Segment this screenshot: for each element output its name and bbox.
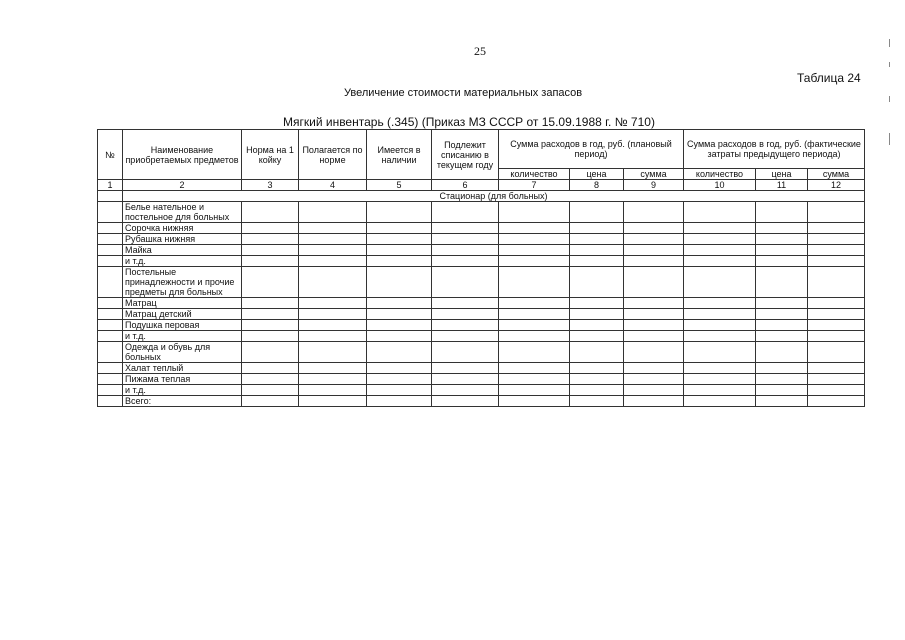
table-cell <box>299 363 367 374</box>
table-cell <box>808 331 865 342</box>
table-cell <box>756 320 808 331</box>
table-cell <box>624 342 684 363</box>
table-cell <box>570 202 624 223</box>
header-writeoff: Подлежит списанию в текущем году <box>432 130 499 180</box>
table-row <box>98 309 865 320</box>
table-cell <box>756 342 808 363</box>
table-cell <box>242 245 299 256</box>
table-cell <box>299 202 367 223</box>
column-number: 7 <box>499 180 570 191</box>
table-cell <box>756 396 808 407</box>
inventory-table <box>97 129 865 407</box>
table-cell <box>756 309 808 320</box>
table-cell <box>808 385 865 396</box>
table-cell <box>98 223 123 234</box>
table-cell <box>299 234 367 245</box>
table-cell <box>684 385 756 396</box>
table-cell <box>98 267 123 298</box>
table-cell <box>624 256 684 267</box>
column-number-row <box>98 180 865 191</box>
table-cell <box>499 298 570 309</box>
table-cell <box>242 256 299 267</box>
column-number: 11 <box>756 180 808 191</box>
item-name: Рубашка нижняя <box>123 234 242 245</box>
document-subtitle: Мягкий инвентарь (.345) (Приказ МЗ СССР от 15.09.1988 г. № 710) <box>283 115 655 129</box>
table-cell <box>624 298 684 309</box>
table-cell <box>499 223 570 234</box>
item-name: Белье нательное и постельное для больных <box>123 202 242 223</box>
table-row <box>98 385 865 396</box>
table-cell <box>808 320 865 331</box>
table-cell <box>299 298 367 309</box>
table-cell <box>98 331 123 342</box>
table-cell <box>808 374 865 385</box>
header-num: № <box>98 130 123 180</box>
table-cell <box>242 298 299 309</box>
table-cell <box>756 245 808 256</box>
table-cell <box>684 320 756 331</box>
table-cell <box>499 256 570 267</box>
header-available: Имеется в наличии <box>367 130 432 180</box>
column-number: 4 <box>299 180 367 191</box>
table-cell <box>499 396 570 407</box>
table-row <box>98 234 865 245</box>
table-cell <box>624 202 684 223</box>
table-row <box>98 298 865 309</box>
table-cell <box>367 245 432 256</box>
table-cell <box>499 374 570 385</box>
table-cell <box>367 267 432 298</box>
page-number: 25 <box>474 44 486 58</box>
column-number: 5 <box>367 180 432 191</box>
table-cell <box>432 223 499 234</box>
table-cell <box>98 256 123 267</box>
table-cell <box>299 223 367 234</box>
item-name: Матрац <box>123 298 242 309</box>
table-cell <box>570 396 624 407</box>
table-cell <box>432 385 499 396</box>
table-cell <box>367 223 432 234</box>
table-row <box>98 320 865 331</box>
table-cell <box>570 256 624 267</box>
table-cell <box>624 245 684 256</box>
table-cell <box>242 385 299 396</box>
table-cell <box>432 331 499 342</box>
header-norm: Норма на 1 койку <box>242 130 299 180</box>
table-cell <box>499 363 570 374</box>
table-cell <box>756 298 808 309</box>
table-cell <box>684 298 756 309</box>
table-cell <box>98 320 123 331</box>
table-cell <box>624 234 684 245</box>
table-cell <box>367 309 432 320</box>
table-cell <box>98 342 123 363</box>
table-cell <box>808 245 865 256</box>
table-row <box>98 245 865 256</box>
table-cell <box>367 331 432 342</box>
table-label: Таблица 24 <box>797 71 861 85</box>
column-number: 3 <box>242 180 299 191</box>
table-cell <box>570 320 624 331</box>
table-cell <box>432 363 499 374</box>
table-cell <box>570 245 624 256</box>
table-cell <box>684 374 756 385</box>
table-cell <box>367 298 432 309</box>
table-cell <box>808 298 865 309</box>
table-cell <box>684 267 756 298</box>
table-cell <box>808 267 865 298</box>
table-cell <box>684 245 756 256</box>
table-cell <box>432 245 499 256</box>
table-cell <box>299 267 367 298</box>
table-cell <box>684 331 756 342</box>
table-cell <box>684 309 756 320</box>
table-cell <box>570 223 624 234</box>
table-row <box>98 396 865 407</box>
table-cell <box>808 342 865 363</box>
table-cell <box>432 374 499 385</box>
header-name: Наименование приобретаемых предметов <box>123 130 242 180</box>
header-actual: Сумма расходов в год, руб. (фактические затраты предыдущего периода) <box>684 130 865 169</box>
table-cell <box>570 374 624 385</box>
table-cell <box>756 256 808 267</box>
table-cell <box>499 385 570 396</box>
table-cell <box>367 374 432 385</box>
table-cell <box>432 267 499 298</box>
table-row <box>98 363 865 374</box>
table-cell <box>684 363 756 374</box>
table-cell <box>98 202 123 223</box>
item-name: и т.д. <box>123 331 242 342</box>
table-cell <box>808 309 865 320</box>
header-actual-sum: сумма <box>808 169 865 180</box>
table-cell <box>98 396 123 407</box>
table-cell <box>570 234 624 245</box>
table-cell <box>499 331 570 342</box>
table-cell <box>624 267 684 298</box>
table-cell <box>570 309 624 320</box>
table-cell <box>808 234 865 245</box>
table-cell <box>367 363 432 374</box>
table-cell <box>684 223 756 234</box>
table-cell <box>756 385 808 396</box>
column-number: 2 <box>123 180 242 191</box>
table-cell <box>570 363 624 374</box>
table-cell <box>499 309 570 320</box>
header-planned-price: цена <box>570 169 624 180</box>
table-cell <box>499 267 570 298</box>
table-cell <box>432 298 499 309</box>
table-cell <box>570 342 624 363</box>
section-blank-cell <box>98 191 123 202</box>
table-cell <box>499 245 570 256</box>
scan-edge-mark <box>889 39 890 47</box>
header-actual-qty: количество <box>684 169 756 180</box>
table-cell <box>242 234 299 245</box>
table-row <box>98 374 865 385</box>
table-cell <box>570 331 624 342</box>
table-cell <box>98 245 123 256</box>
table-cell <box>242 363 299 374</box>
table-cell <box>299 331 367 342</box>
table-cell <box>432 342 499 363</box>
table-row <box>98 202 865 223</box>
table-row <box>98 267 865 298</box>
table-cell <box>808 256 865 267</box>
table-cell <box>756 202 808 223</box>
table-cell <box>432 256 499 267</box>
table-cell <box>98 298 123 309</box>
table-cell <box>756 331 808 342</box>
table-cell <box>808 202 865 223</box>
document-title: Увеличение стоимости материальных запасов <box>344 87 583 99</box>
table-cell <box>684 202 756 223</box>
table-cell <box>299 374 367 385</box>
table-cell <box>98 234 123 245</box>
table-cell <box>624 320 684 331</box>
table-cell <box>570 298 624 309</box>
table-cell <box>367 385 432 396</box>
table-cell <box>367 234 432 245</box>
table-cell <box>367 396 432 407</box>
table-cell <box>756 223 808 234</box>
section-title: Стационар (для больных) <box>123 191 865 202</box>
table-cell <box>624 396 684 407</box>
table-cell <box>684 342 756 363</box>
table-cell <box>756 267 808 298</box>
table-cell <box>242 396 299 407</box>
header-due: Полагается по норме <box>299 130 367 180</box>
table-cell <box>756 363 808 374</box>
item-name: Постельные принадлежности и прочие предметы для больных <box>123 267 242 298</box>
item-name: Майка <box>123 245 242 256</box>
item-name: Всего: <box>123 396 242 407</box>
table-cell <box>624 223 684 234</box>
column-number: 6 <box>432 180 499 191</box>
scan-edge-mark <box>889 96 890 102</box>
scan-edge-mark <box>889 62 890 67</box>
table-cell <box>808 223 865 234</box>
column-number: 1 <box>98 180 123 191</box>
table-row <box>98 223 865 234</box>
table-cell <box>808 363 865 374</box>
table-cell <box>624 385 684 396</box>
table-cell <box>367 202 432 223</box>
table-cell <box>299 320 367 331</box>
table-cell <box>242 320 299 331</box>
item-name: Матрац детский <box>123 309 242 320</box>
item-name: Одежда и обувь для больных <box>123 342 242 363</box>
table-cell <box>684 396 756 407</box>
table-cell <box>367 342 432 363</box>
table-cell <box>432 202 499 223</box>
table-cell <box>684 234 756 245</box>
scan-edge-mark <box>889 133 890 145</box>
table-cell <box>242 202 299 223</box>
table-cell <box>98 363 123 374</box>
table-cell <box>499 342 570 363</box>
table-cell <box>624 363 684 374</box>
table-cell <box>299 342 367 363</box>
item-name: и т.д. <box>123 385 242 396</box>
table-cell <box>570 267 624 298</box>
table-cell <box>98 385 123 396</box>
table-cell <box>624 374 684 385</box>
header-planned-qty: количество <box>499 169 570 180</box>
header-planned: Сумма расходов в год, руб. (плановый период) <box>499 130 684 169</box>
table-cell <box>242 342 299 363</box>
table-cell <box>299 385 367 396</box>
table-cell <box>299 256 367 267</box>
header-planned-sum: сумма <box>624 169 684 180</box>
table-cell <box>367 320 432 331</box>
table-cell <box>242 309 299 320</box>
item-name: и т.д. <box>123 256 242 267</box>
table-cell <box>808 396 865 407</box>
table-cell <box>624 309 684 320</box>
table-cell <box>499 202 570 223</box>
table-cell <box>432 396 499 407</box>
table-cell <box>242 267 299 298</box>
table-cell <box>499 320 570 331</box>
item-name: Сорочка нижняя <box>123 223 242 234</box>
table-row <box>98 256 865 267</box>
column-number: 10 <box>684 180 756 191</box>
item-name: Подушка перовая <box>123 320 242 331</box>
table-cell <box>242 223 299 234</box>
item-name: Пижама теплая <box>123 374 242 385</box>
item-name: Халат теплый <box>123 363 242 374</box>
table-cell <box>570 385 624 396</box>
table-cell <box>432 234 499 245</box>
table-row <box>98 331 865 342</box>
table-cell <box>756 234 808 245</box>
column-number: 9 <box>624 180 684 191</box>
column-number: 8 <box>570 180 624 191</box>
table-cell <box>432 309 499 320</box>
table-cell <box>684 256 756 267</box>
table-cell <box>756 374 808 385</box>
table-cell <box>98 374 123 385</box>
column-number: 12 <box>808 180 865 191</box>
table-cell <box>98 309 123 320</box>
table-cell <box>432 320 499 331</box>
table-cell <box>367 256 432 267</box>
table-cell <box>299 396 367 407</box>
table-cell <box>499 234 570 245</box>
table-cell <box>624 331 684 342</box>
table-cell <box>299 245 367 256</box>
header-actual-price: цена <box>756 169 808 180</box>
table-cell <box>242 374 299 385</box>
table-cell <box>242 331 299 342</box>
table-cell <box>299 309 367 320</box>
table-row <box>98 342 865 363</box>
